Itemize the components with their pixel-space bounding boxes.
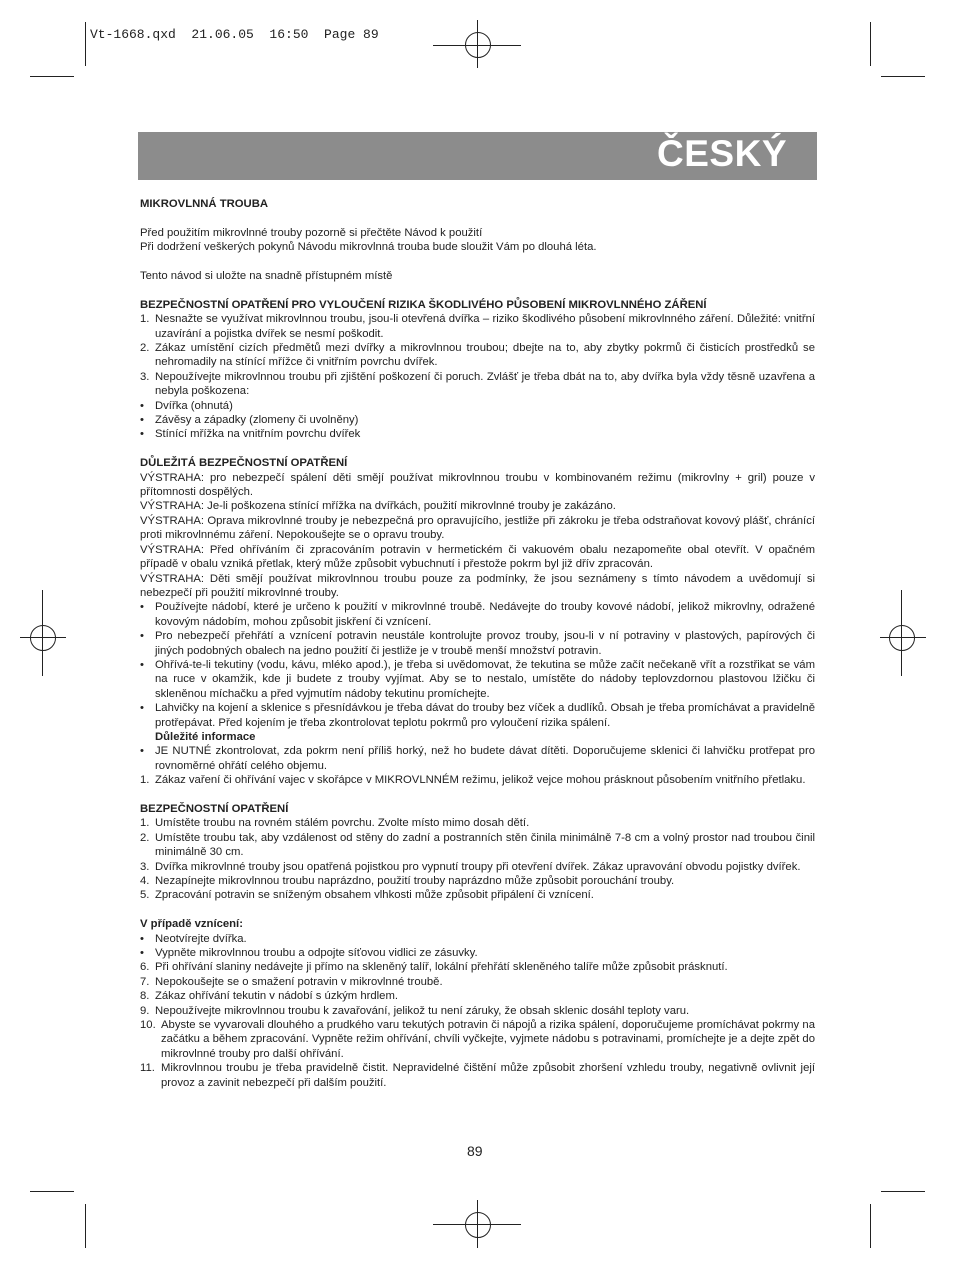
list-item xyxy=(140,399,815,413)
list-item-text: Používejte nádobí, které je určeno k použití v mikrovlnné troubě. Nedávejte do trouby kovové nádobí, jelikož mikrovlny, odražené kovovým nádobím, mohou způsobit jiskření či vznícení. xyxy=(155,601,815,628)
list-item xyxy=(140,341,815,370)
spacer xyxy=(140,788,815,802)
crop-mark xyxy=(881,76,925,77)
list-item xyxy=(140,1018,815,1061)
list-marker: 2. xyxy=(140,342,150,355)
list-marker: • xyxy=(140,630,144,643)
crop-mark xyxy=(85,22,86,66)
list-item xyxy=(140,701,815,730)
list-marker: 6. xyxy=(140,961,150,974)
section-heading: BEZPEČNOSTNÍ OPATŘENÍ xyxy=(140,802,289,815)
registration-line xyxy=(477,1200,478,1248)
list-item xyxy=(140,730,815,744)
registration-line xyxy=(42,590,43,676)
list-item-text: Důležité informace xyxy=(155,730,256,743)
list-item-text: Při ohřívání slaniny nedávejte ji přímo na skleněný talíř, lokální přehřátí skleněného talíře může způsobit prásknutí. xyxy=(155,961,728,974)
list-item-text: Vypněte mikrovlnnou troubu a odpojte síťovou vidlici ze zásuvky. xyxy=(155,947,478,960)
section-heading: V případě vznícení: xyxy=(140,918,243,931)
language-banner xyxy=(138,132,817,180)
section-heading: MIKROVLNNÁ TROUBA xyxy=(140,198,269,210)
list-item xyxy=(140,744,815,773)
list-marker: 3. xyxy=(140,860,150,873)
list-item xyxy=(140,960,815,974)
spacer xyxy=(140,903,815,917)
list-marker: 9. xyxy=(140,1004,150,1017)
paragraph: VÝSTRAHA: Děti smějí používat mikrovlnnou troubu pouze za podmínky, že jsou seznámeny s tímto návodem a uvědomují si nebezpečí při použití mikrovlnné trouby. xyxy=(140,572,815,599)
list-item xyxy=(140,312,815,341)
banner-title: ČESKÝ xyxy=(657,133,787,174)
list-item-text: Umístěte troubu tak, aby vzdálenost od stěny do zadní a postranních stěn činila minimálně 7-8 cm a volný prostor nad troubou činil minimálně 30 cm. xyxy=(155,831,815,859)
list-item xyxy=(140,773,815,787)
list-item xyxy=(140,946,815,960)
registration-mark-left xyxy=(30,625,56,651)
list-item xyxy=(140,989,815,1003)
paragraph: VÝSTRAHA: Je-li poškozena stínící mřížka na dvířkách, použití mikrovlnné trouby je zakázáno. xyxy=(140,500,616,513)
list-item-text: Ohřívá-te-li tekutiny (vodu, kávu, mléko apod.), je třeba si uvědomovat, že tekutina se může začít nečekaně vřít a rozstřikat se vám na ruce v okamžik, kde ji budete z trouby vyjímat. Aby se to nestalo, umístěte do nádoby teplovzdornou plastovou lžičku či skleněnou míchačku a před vyjmutím nádoby tekutinu promíchejte. xyxy=(155,658,815,700)
list-marker: 5. xyxy=(140,889,150,902)
list-item-text: Zákaz ohřívání tekutin v nádobí s úzkým hrdlem. xyxy=(155,990,398,1003)
list-marker: • xyxy=(140,414,144,427)
list-item-text: Dvířka (ohnutá) xyxy=(155,399,233,412)
spacer xyxy=(140,255,815,269)
crop-mark xyxy=(30,1191,74,1192)
list-marker: • xyxy=(140,399,144,412)
list-item-text: JE NUTNÉ zkontrolovat, zda pokrm není příliš horký, než ho budete dávat dítěti. Doporučujeme sklenici či lahvičku protřepat pro rovnoměrné ohřátí celého objemu. xyxy=(155,745,815,772)
list-marker: 2. xyxy=(140,831,150,844)
list-item-text: Pro nebezpečí přehřátí a vznícení potravin neustále kontrolujte provoz trouby, jsou-li v ní potraviny v plastových, papírových či jiných podobných obalech na jedno použití či jestliže je v troubě menší množství potravin. xyxy=(155,630,815,657)
paragraph: Při dodržení veškerých pokynů Návodu mikrovlnná trouba bude sloužit Vám po dlouhá léta. xyxy=(140,241,597,254)
list-item xyxy=(140,932,815,946)
spacer xyxy=(140,211,815,225)
spacer xyxy=(140,283,815,297)
crop-mark xyxy=(881,1191,925,1192)
list-item xyxy=(140,975,815,989)
list-item xyxy=(140,816,815,830)
list-marker: • xyxy=(140,745,144,758)
paragraph: VÝSTRAHA: Oprava mikrovlnné trouby je nebezpečná pro opravujícího, jestliže při zákroku je třeba odstraňovat kovový plášť, chránící proti mikrovlnnému záření. Nepokoušejte se o opravu trouby. xyxy=(140,514,815,542)
list-item-text: Nepokoušejte se o smažení potravin v mikrovlnné troubě. xyxy=(155,975,443,988)
list-marker: 7. xyxy=(140,975,150,988)
spacer xyxy=(140,442,815,456)
list-marker: 1. xyxy=(140,313,150,326)
list-item-text: Mikrovlnnou troubu je třeba pravidelně čistit. Nepravidelné čištění může způsobit zhoršení vzhledu trouby, negativně ovlivnit její provoz a zavinit nebezpečí při dalším použití. xyxy=(161,1062,815,1089)
list-item xyxy=(140,874,815,888)
list-marker: 8. xyxy=(140,990,150,1003)
list-item-text: Dvířka mikrovlnné trouby jsou opatřená pojistkou pro vypnutí troupy při otevření dvířek. Zákaz upravování obvodu pojistky dvířek. xyxy=(155,860,801,873)
list-marker: • xyxy=(140,658,144,671)
list-marker: 11. xyxy=(140,1062,155,1075)
list-item-text: Nesnažte se využívat mikrovlnnou troubu, jsou-li otevřená dvířka – riziko škodlivého působení mikrovlnného záření. Důležité: vnitřní uzavírání a pojistka dvířek se nesmí poškodit. xyxy=(155,313,815,340)
page-number: 89 xyxy=(467,1143,483,1159)
list-item-text: Zpracování potravin se sníženým obsahem vlhkosti může způsobit připálení či vznícení. xyxy=(155,889,594,902)
list-item xyxy=(140,1061,815,1090)
section-heading: DŮLEŽITÁ BEZPEČNOSTNÍ OPATŘENÍ xyxy=(140,457,348,470)
registration-line xyxy=(20,637,66,638)
registration-mark-right xyxy=(889,625,915,651)
paragraph: Před použitím mikrovlnné trouby pozorně si přečtěte Návod k použití xyxy=(140,226,483,239)
section-heading: BEZPEČNOSTNÍ OPATŘENÍ PRO VYLOUČENÍ RIZIKA ŠKODLIVÉHO PŮSOBENÍ MIKROVLNNÉHO ZÁŘENÍ xyxy=(140,298,707,311)
list-item xyxy=(140,1004,815,1018)
list-item-text: Abyste se vyvarovali dlouhého a prudkého varu tekutých potravin či nápojů a rizika spálení, doporučujeme promíchávat pokrmy na začátku a během zpracování. Vypněte režim ohřívání, chvíli vyčkejte, vyjmete nádobu s potravinami, promíchejte je a dejte zpět do mikrovlnné trouby pro další ohřívání. xyxy=(161,1019,815,1060)
list-item-text: Nepoužívejte mikrovlnnou troubu při zjištění poškození či poruch. Zvlášť je třeba dbát na to, aby dvířka byla vždy těsně uzavřena a nebyla poškozena: xyxy=(155,370,815,398)
list-item xyxy=(140,831,815,860)
crop-mark xyxy=(85,1204,86,1248)
list-marker: • xyxy=(140,428,144,441)
list-item-text: Zákaz vaření či ohřívání vajec v skořápce v MIKROVLNNÉM režimu, jelikož vejce mohou prásknout působením vnitřního přetlaku. xyxy=(155,774,806,787)
list-item-text: Nezapínejte mikrovlnnou troubu naprázdno, použití trouby naprázdno může způsobit porouchání trouby. xyxy=(155,875,675,888)
list-marker: • xyxy=(140,601,144,614)
list-marker: • xyxy=(140,702,144,715)
list-marker: • xyxy=(140,947,144,960)
list-item xyxy=(140,658,815,701)
paragraph: VÝSTRAHA: Před ohříváním či zpracováním potravin v hermetickém či vakuovém obalu nezapomeňte obal otevřít. V opačném případě v obalu vzniká přetlak, který může způsobit vybuchnutí i přestože pokrm byl již dřív zpracován. xyxy=(140,543,815,571)
document-body xyxy=(140,197,815,1090)
list-item xyxy=(140,600,815,629)
list-item-text: Stínící mřížka na vnitřním povrchu dvířek xyxy=(155,428,361,441)
registration-mark-bottom xyxy=(465,1212,491,1238)
list-item-text: Zákaz umístění cizích předmětů mezi dvířky a mikrovlnnou troubou; dbejte na to, aby zbytky pokrmů či čisticích prostředků se nehromadily na stínící mřížce či vnitřním povrchu dvířek. xyxy=(155,342,815,369)
list-marker: 1. xyxy=(140,817,150,830)
registration-line xyxy=(901,590,902,676)
list-item xyxy=(140,370,815,399)
list-item-text: Lahvičky na kojení a sklenice s přesnídávkou je třeba dávat do trouby bez víček a dudlíků. Obsah je třeba promíchávat a pravidelně protřepávat. Před kojením je třeba zkontrolovat teplotu pokrmů pro vyloučení rizika spálení. xyxy=(155,702,815,729)
crop-mark xyxy=(870,22,871,66)
list-marker: • xyxy=(140,932,144,945)
print-header: Vt-1668.qxd 21.06.05 16:50 Page 89 xyxy=(90,27,379,42)
list-item-text: Závěsy a západky (zlomeny či uvolněny) xyxy=(155,414,359,427)
registration-line xyxy=(880,637,926,638)
list-marker: 3. xyxy=(140,370,150,383)
list-item-text: Neotvírejte dvířka. xyxy=(155,932,247,945)
list-marker xyxy=(140,730,155,744)
list-item xyxy=(140,427,815,441)
crop-mark xyxy=(30,76,74,77)
list-item xyxy=(140,860,815,874)
crop-mark xyxy=(870,1204,871,1248)
paragraph: VÝSTRAHA: pro nebezpečí spálení děti smějí používat mikrovlnnou troubu v kombinovaném režimu (mikrovlny + gril) pouze v přítomnosti dospělých. xyxy=(140,471,815,499)
list-item xyxy=(140,629,815,658)
registration-line xyxy=(477,20,478,68)
list-marker: 10. xyxy=(140,1019,156,1032)
paragraph: Tento návod si uložte na snadně přístupném místě xyxy=(140,270,393,282)
list-item xyxy=(140,888,815,902)
list-item xyxy=(140,413,815,427)
list-item-text: Nepoužívejte mikrovlnnou troubu k zavařování, jelikož tu není záruky, že obsah sklenic dosáhl teploty varu. xyxy=(155,1004,690,1017)
list-item-text: Umístěte troubu na rovném stálém povrchu. Zvolte místo mimo dosah dětí. xyxy=(155,817,530,830)
list-marker: 1. xyxy=(140,774,150,787)
list-marker: 4. xyxy=(140,875,150,888)
